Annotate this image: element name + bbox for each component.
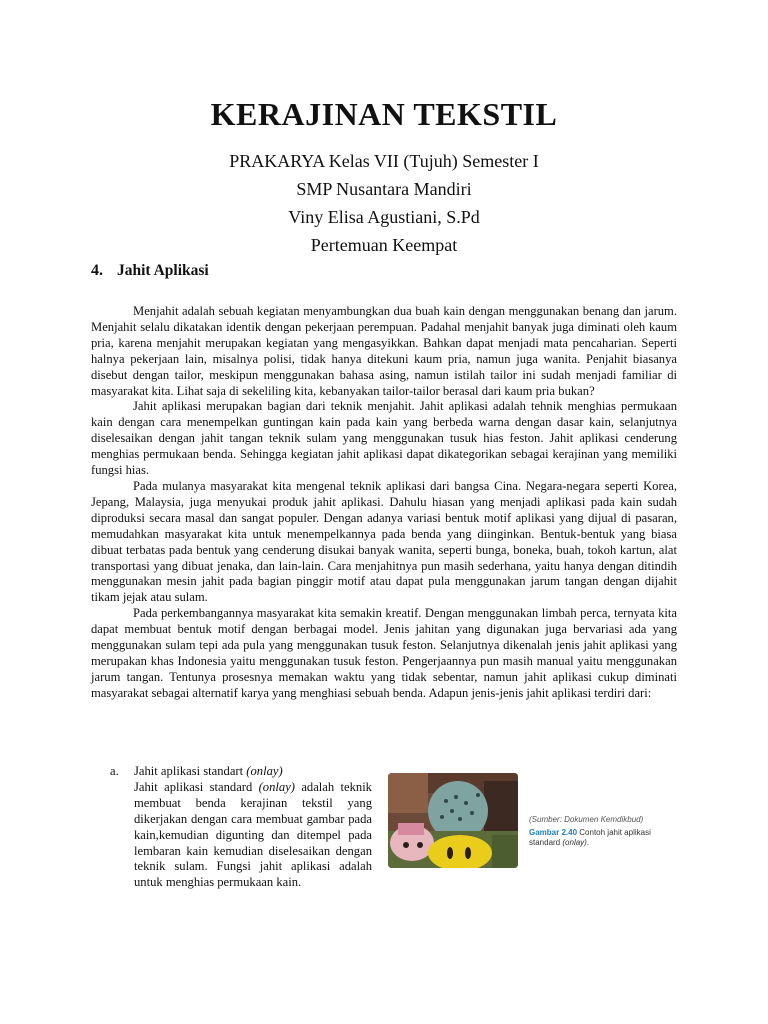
applique-photo-illustration <box>388 773 518 868</box>
list-item-description: Jahit aplikasi standard (onlay) adalah teknik membuat benda kerajinan tekstil yang dikerjakan dengan cara membuat gambar pada kain,kemudian digunting dan ditempel pada lembaran kain kemudian diselesaikan dengan teknik sulam. Fungsi jahit aplikasi adalah untuk menghias permukaan kain. <box>134 779 372 890</box>
teacher-line: Viny Elisa Agustiani, S.Pd <box>288 207 480 227</box>
meeting-line: Pertemuan Keempat <box>310 235 458 255</box>
paragraph: Pada mulanya masyarakat kita mengenal teknik aplikasi dari bangsa Cina. Negara-negara seperti Korea, Jepang, Malaysia, juga menyukai produk jahit aplikasi. Dahulu hiasan yang menjadi aplikasi pada kain sudah diproduksi secara masal dan sangat populer. Dengan adanya variasi bentuk motif aplikasi yang dijual di pasaran, memudahkan masyarakat kita untuk menempelkannya pada benda yang diinginkan. Bentuk-bentuk yang biasa dibuat terbatas pada bentuk yang cenderung disukai banyak wanita, seperti bunga, boneka, buah, tokoh kartun, alat transportasi yang dibuat jenaka, dan lain-lain. Cara menjahitnya pun masih sederhana, yaitu hanya dengan ditindih menggunakan mesin jahit pada bagian pinggir motif atau dapat pula menggunakan jarum tangan dengan dijahit tikam jejak atau sulam. <box>91 478 677 605</box>
figure-source: (Sumber: Dokumen Kemdikbud) <box>529 815 644 824</box>
document-subtitle <box>0 147 768 259</box>
document-title: KERAJINAN TEKSTIL <box>210 96 558 132</box>
paragraph: Menjahit adalah sebuah kegiatan menyambungkan dua buah kain dengan menggunakan benang dan jarum. Menjahit selalu dikatakan identik dengan pekerjaan perempuan. Padahal menjahit banyak juga diminati oleh kaum pria, karena menjahit merupakan kegiatan yang mengasyikkan. Bahkan dapat menjadi mata pencaharian. Seperti halnya pekerjaan lain, misalnya polisi, tidak hanya ditekuni kaum pria, namun juga wanita. Penjahit biasanya disebut dengan tailor, meskipun menggunakan bahasa asing, namun istilah tailor ini sudah menjadi familiar di masyarakat kita. Lihat saja di sekeliling kita, kebanyakan tailor-tailor berasal dari kaum pria bukan? <box>91 304 677 398</box>
figure-caption-text: Gambar 2.40 Contoh jahit aplikasi standard (onlay). <box>529 828 651 847</box>
subject-line: PRAKARYA Kelas VII (Tujuh) Semester I <box>229 151 539 171</box>
paragraph: Pada perkembangannya masyarakat kita semakin kreatif. Dengan menggunakan limbah perca, ternyata kita dapat membuat bentuk motif dengan berbagai model. Jenis jahitan yang digunakan juga bervariasi ada yang menggunakan sulam tepi ada pula yang menggunakan tusuk feston. Selanjutnya dikenalah jenis jahit aplikasi yang merupakan khas Indonesia yaitu menggunakan tusuk feston. Pengerjaannya pun masih manual yaitu menggunakan jarum tangan. Tentunya prosesnya memakan waktu yang tidak sebentar, namun jahit aplikasi cukup diminati masyarakat sebagai alternatif karya yang menghiasi sebuah benda. Adapun jenis-jenis jahit aplikasi terdiri dari: <box>91 606 677 700</box>
list-marker: a. <box>110 764 119 778</box>
school-line: SMP Nusantara Mandiri <box>296 179 472 199</box>
figure-label: Gambar 2.40 <box>529 828 578 837</box>
list-item-heading: Jahit aplikasi standart (onlay) <box>134 764 283 778</box>
paragraph: Jahit aplikasi merupakan bagian dari teknik menjahit. Jahit aplikasi adalah tehnik menghias permukaan kain dengan cara menempelkan guntingan kain pada kain yang berbeda warna dengan dasar kain, selanjutnya diselesaikan dengan jahit tangan teknik sulam yang menggunakan tusuk hias feston. Jahit aplikasi cenderung menghias permukaan benda. Sehingga kegiatan jahit aplikasi dapat dikategorikan sebagai kerajinan yang memiliki fungsi hias. <box>91 399 677 478</box>
applique-photo <box>388 773 518 868</box>
list-item-a <box>110 764 380 891</box>
section-number: 4. <box>91 262 103 279</box>
section-title: Jahit Aplikasi <box>117 262 209 279</box>
figure-caption <box>529 815 679 848</box>
body-text <box>91 304 677 702</box>
section-heading <box>91 262 209 280</box>
